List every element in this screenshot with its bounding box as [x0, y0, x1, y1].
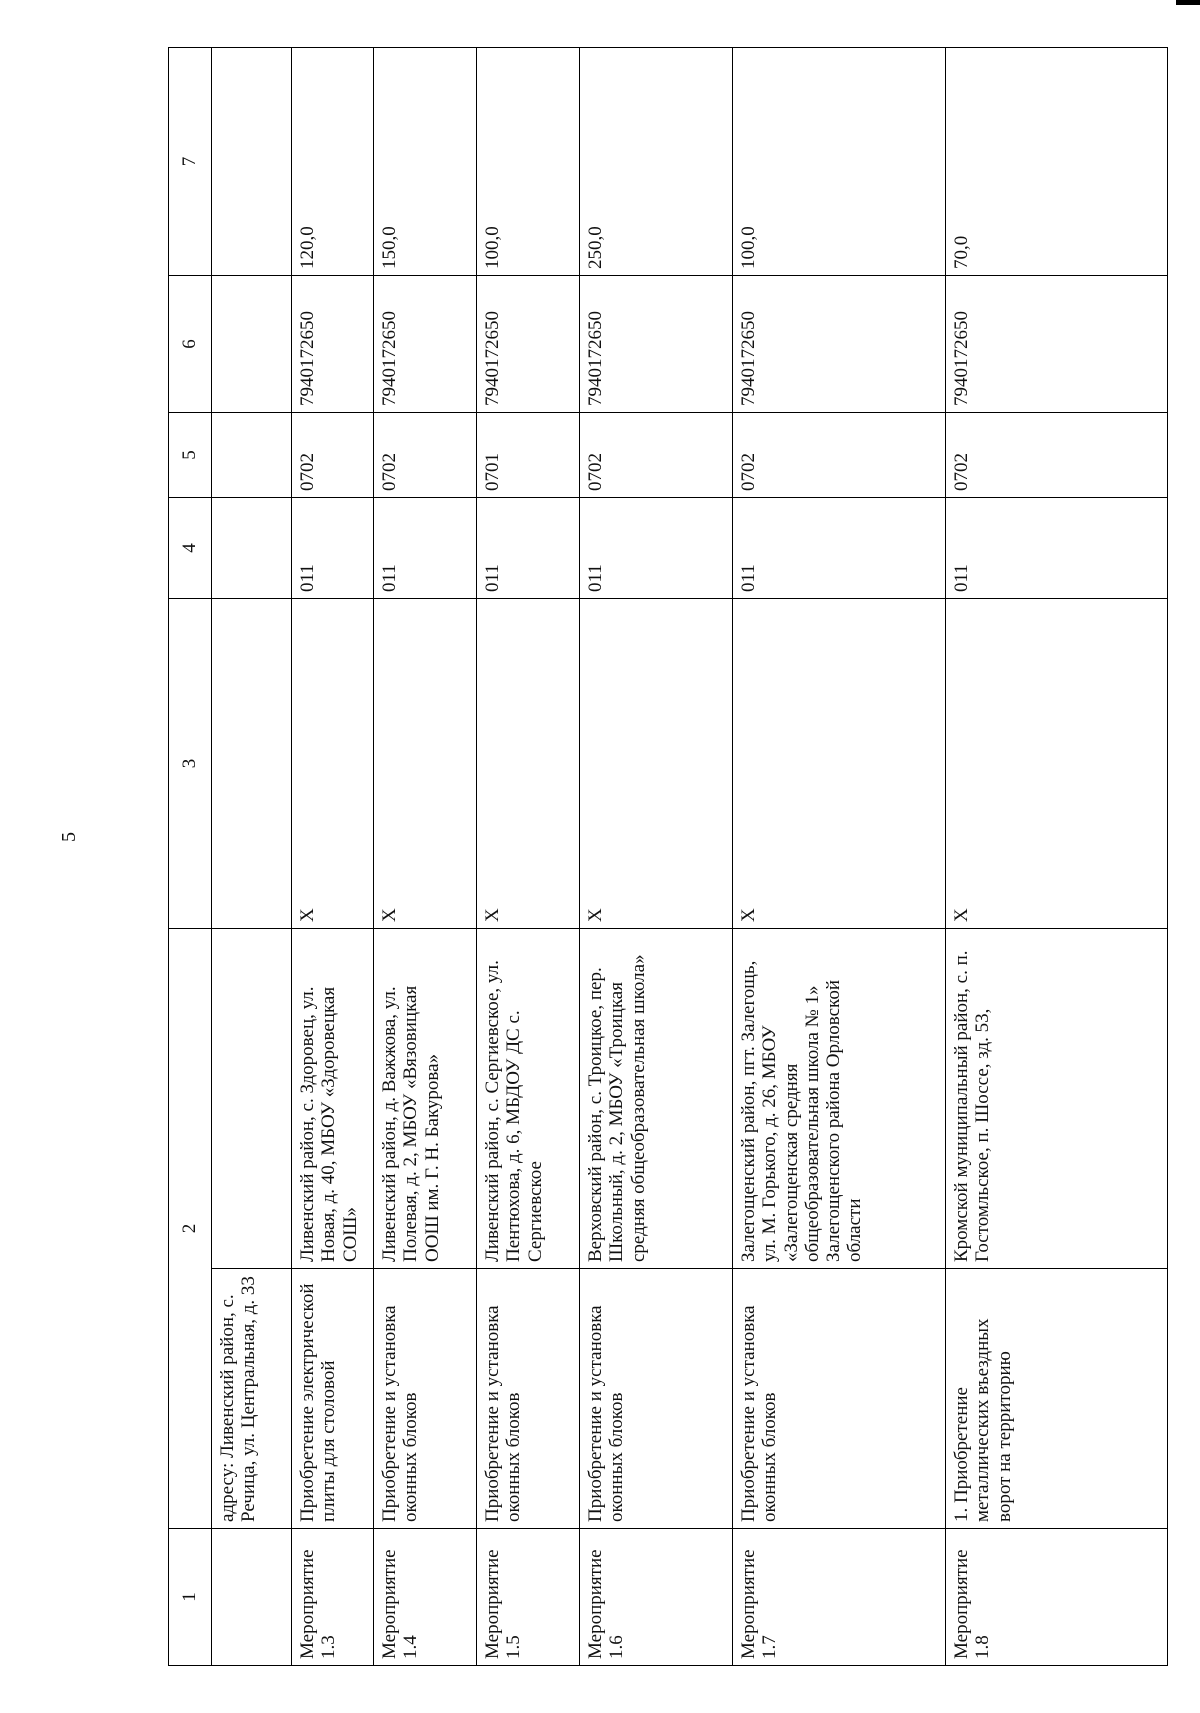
column-header-6: 6	[169, 276, 212, 413]
cell-description: Приобретение и установка оконных блоков	[477, 1269, 580, 1529]
cell-event: Мероприятие 1.4	[374, 1529, 477, 1666]
cell-description: Приобретение и установка оконных блоков	[374, 1269, 477, 1529]
cell-col3: Х	[733, 599, 946, 929]
column-header-row	[169, 48, 212, 1666]
cell-address: Ливенский район, с. Здоровец, ул. Новая, д. 40, МБОУ «Здоровецкая СОШ»	[292, 929, 374, 1269]
cell-event: Мероприятие 1.5	[477, 1529, 580, 1666]
cell-col7: 120,0	[292, 48, 374, 276]
column-header-2: 2	[169, 929, 212, 1529]
column-header-4: 4	[169, 498, 212, 599]
cell-description: Приобретение электрической плиты для столовой	[292, 1269, 374, 1529]
cell-col4	[212, 498, 292, 599]
cell-description: Приобретение и установка оконных блоков	[733, 1269, 946, 1529]
cell-event	[212, 1529, 292, 1666]
scan-edge-mark	[1176, 0, 1200, 5]
cell-event: Мероприятие 1.7	[733, 1529, 946, 1666]
cell-address: Ливенский район, д. Важжова, ул. Полевая, д. 2, МБОУ «Вязовицкая ООШ им. Г. Н. Бакурова»	[374, 929, 477, 1269]
cell-description: 1. Приобретение металлических въездных ворот на территорию	[946, 1269, 1168, 1529]
cell-col6: 7940172650	[580, 276, 733, 413]
cell-col6: 7940172650	[374, 276, 477, 413]
cell-col7: 150,0	[374, 48, 477, 276]
cell-col4: 011	[580, 498, 733, 599]
rotated-table-wrapper	[168, 48, 1168, 1666]
cell-col7: 70,0	[946, 48, 1168, 276]
cell-col4: 011	[292, 498, 374, 599]
table-row-1-8	[946, 48, 1168, 1666]
table-container	[168, 48, 1168, 1666]
cell-col5: 0701	[477, 413, 580, 498]
cell-col5: 0702	[374, 413, 477, 498]
cell-col6	[212, 276, 292, 413]
cell-col6: 7940172650	[733, 276, 946, 413]
cell-description: Приобретение и установка оконных блоков	[580, 1269, 733, 1529]
cell-col7	[212, 48, 292, 276]
table-row-1-5	[477, 48, 580, 1666]
cell-description: адресу: Ливенский район, с. Речица, ул. Центральная, д. 33	[212, 1269, 292, 1529]
table-row-1-6	[580, 48, 733, 1666]
cell-col6: 7940172650	[946, 276, 1168, 413]
cell-col5: 0702	[580, 413, 733, 498]
cell-col5: 0702	[946, 413, 1168, 498]
cell-col5: 0702	[733, 413, 946, 498]
cell-address: Верховский район, с. Троицкое, пер. Школьный, д. 2, МБОУ «Троицкая средняя общеобразовательная школа»	[580, 929, 733, 1269]
column-header-7: 7	[169, 48, 212, 276]
cell-col5: 0702	[292, 413, 374, 498]
cell-col4: 011	[733, 498, 946, 599]
cell-address: Кромской муниципальный район, с. п. Гостомльское, п. Шоссе, зд. 53,	[946, 929, 1168, 1269]
cell-address: Ливенский район, с. Сергиевское, ул. Пентюхова, д. 6, МБДОУ ДС с. Сергиевское	[477, 929, 580, 1269]
cell-event: Мероприятие 1.6	[580, 1529, 733, 1666]
table-row-1-7	[733, 48, 946, 1666]
cell-col3: Х	[946, 599, 1168, 929]
cell-col3	[212, 599, 292, 929]
cell-col6: 7940172650	[477, 276, 580, 413]
cell-event: Мероприятие 1.3	[292, 1529, 374, 1666]
cell-event: Мероприятие 1.8	[946, 1529, 1168, 1666]
cell-col6: 7940172650	[292, 276, 374, 413]
cell-col5	[212, 413, 292, 498]
cell-col3: Х	[374, 599, 477, 929]
budget-table	[168, 47, 1168, 1666]
cell-col3: Х	[477, 599, 580, 929]
column-header-3: 3	[169, 599, 212, 929]
cell-col4: 011	[946, 498, 1168, 599]
cell-address	[212, 929, 292, 1269]
cell-col7: 250,0	[580, 48, 733, 276]
table-row-1-4	[374, 48, 477, 1666]
column-header-5: 5	[169, 413, 212, 498]
table-row-1-3	[292, 48, 374, 1666]
cell-col7: 100,0	[733, 48, 946, 276]
table-row-continuation	[212, 48, 292, 1666]
page-number: 5	[58, 832, 80, 842]
cell-address: Залегощенский район, пгт. Залегощь, ул. М. Горького, д. 26, МБОУ «Залегощенская средняя общеобразовательная школа № 1» Залегощенского района Орловской области	[733, 929, 946, 1269]
cell-col7: 100,0	[477, 48, 580, 276]
cell-col4: 011	[477, 498, 580, 599]
column-header-1: 1	[169, 1529, 212, 1666]
cell-col3: Х	[292, 599, 374, 929]
cell-col4: 011	[374, 498, 477, 599]
cell-col3: Х	[580, 599, 733, 929]
